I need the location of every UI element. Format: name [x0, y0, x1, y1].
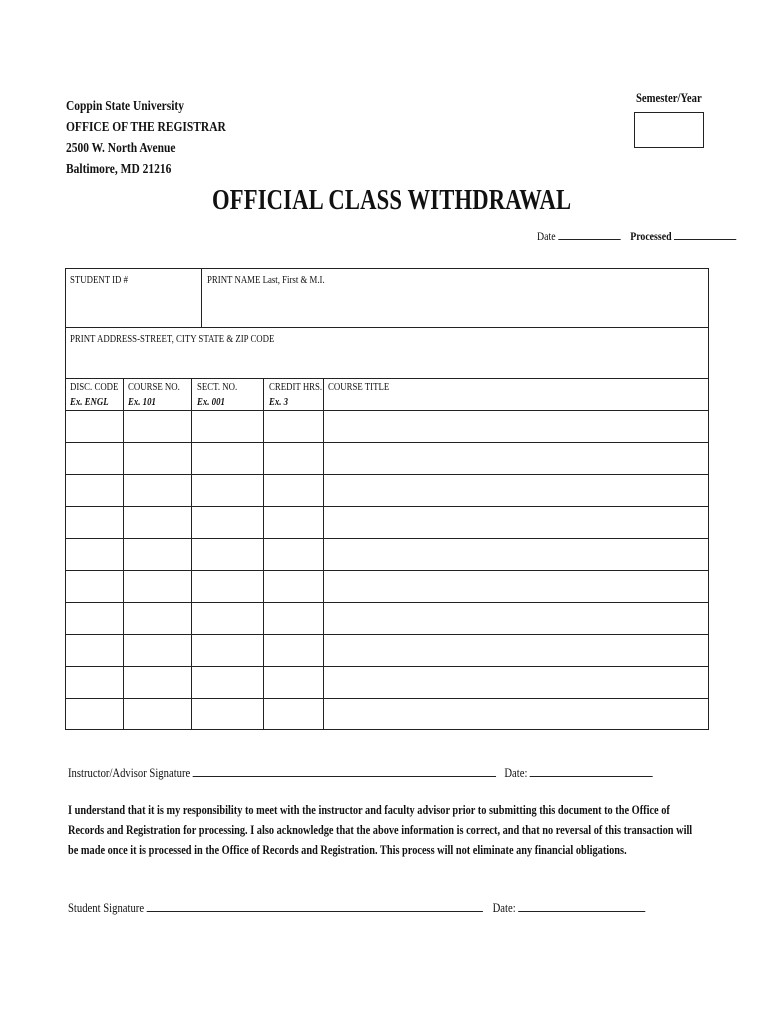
- course-no-cell[interactable]: [124, 507, 190, 537]
- disc-code-cell[interactable]: [67, 667, 122, 697]
- student-date-label: Date:: [492, 900, 516, 915]
- col-course-no-example: Ex. 101: [128, 396, 156, 408]
- course-title-cell[interactable]: [324, 699, 707, 729]
- col-credit-hrs-example: Ex. 3: [269, 396, 289, 408]
- course-title-cell[interactable]: [324, 667, 707, 697]
- street-address: 2500 W. North Avenue: [66, 141, 176, 156]
- course-title-cell[interactable]: [324, 635, 707, 665]
- university-address: [66, 96, 226, 180]
- instructor-signature-line: [68, 764, 653, 781]
- credit-hrs-cell[interactable]: [264, 635, 322, 665]
- course-no-cell[interactable]: [124, 411, 190, 441]
- disc-code-cell[interactable]: [67, 635, 122, 665]
- credit-hrs-cell[interactable]: [264, 507, 322, 537]
- disc-code-cell[interactable]: [67, 443, 122, 473]
- sect-no-cell[interactable]: [192, 539, 262, 569]
- date-processed-line: [537, 229, 736, 244]
- instructor-date-field[interactable]: [530, 764, 653, 777]
- semester-year-label: Semester/Year: [636, 90, 702, 105]
- city-state-zip: Baltimore, MD 21216: [66, 162, 172, 177]
- course-no-cell[interactable]: [124, 635, 190, 665]
- credit-hrs-cell[interactable]: [264, 603, 322, 633]
- sect-no-cell[interactable]: [192, 475, 262, 505]
- col-sect-no-example: Ex. 001: [197, 396, 225, 408]
- disc-code-cell[interactable]: [67, 699, 122, 729]
- processed-label: Processed: [630, 229, 672, 243]
- course-no-cell[interactable]: [124, 667, 190, 697]
- date-label: Date: [537, 229, 556, 243]
- disc-code-cell[interactable]: [67, 507, 122, 537]
- student-id-field[interactable]: [66, 269, 201, 327]
- student-signature-field[interactable]: [147, 899, 483, 912]
- course-no-cell[interactable]: [124, 443, 190, 473]
- disc-code-cell[interactable]: [67, 603, 122, 633]
- credit-hrs-cell[interactable]: [264, 411, 322, 441]
- university-name: Coppin State University: [66, 99, 185, 114]
- credit-hrs-cell[interactable]: [264, 443, 322, 473]
- credit-hrs-cell[interactable]: [264, 539, 322, 569]
- sect-no-cell[interactable]: [192, 635, 262, 665]
- course-no-cell[interactable]: [124, 475, 190, 505]
- date-field[interactable]: [558, 229, 620, 240]
- student-signature-label: Student Signature: [68, 900, 145, 915]
- col-credit-hrs-label: CREDIT HRS.: [269, 381, 323, 393]
- semester-year-field[interactable]: [634, 112, 704, 148]
- course-no-cell[interactable]: [124, 539, 190, 569]
- acknowledgement-statement: I understand that it is my responsibility to meet with the instructor and faculty advisor prior to submitting this document to the Office of Records and Registration for processing. I also acknowledge that the above information is correct, and that no reversal of this transaction will be made once it is processed in the Office of Records and Registration. This process will not eliminate any financial obligations.: [68, 802, 693, 857]
- disc-code-cell[interactable]: [67, 475, 122, 505]
- sect-no-cell[interactable]: [192, 443, 262, 473]
- withdrawal-form-table: [65, 268, 709, 730]
- instructor-date-label: Date:: [504, 765, 528, 780]
- col-course-no-label: COURSE NO.: [128, 381, 180, 393]
- instructor-signature-field[interactable]: [193, 764, 496, 777]
- course-title-cell[interactable]: [324, 443, 707, 473]
- sect-no-cell[interactable]: [192, 411, 262, 441]
- sect-no-cell[interactable]: [192, 667, 262, 697]
- credit-hrs-cell[interactable]: [264, 667, 322, 697]
- disc-code-cell[interactable]: [67, 571, 122, 601]
- print-name-field[interactable]: [202, 269, 708, 327]
- print-name-label: PRINT NAME Last, First & M.I.: [207, 274, 325, 286]
- sect-no-cell[interactable]: [192, 699, 262, 729]
- credit-hrs-cell[interactable]: [264, 571, 322, 601]
- sect-no-cell[interactable]: [192, 507, 262, 537]
- divider: [66, 378, 708, 379]
- sect-no-cell[interactable]: [192, 571, 262, 601]
- col-disc-code-example: Ex. ENGL: [70, 396, 109, 408]
- student-id-label: STUDENT ID #: [70, 274, 129, 286]
- form-title: OFFICIAL CLASS WITHDRAWAL: [212, 184, 572, 216]
- student-signature-line: [68, 899, 645, 916]
- col-disc-code-label: DISC. CODE: [70, 381, 119, 393]
- course-title-cell[interactable]: [324, 475, 707, 505]
- disc-code-cell[interactable]: [67, 539, 122, 569]
- course-title-cell[interactable]: [324, 411, 707, 441]
- student-date-field[interactable]: [518, 899, 645, 912]
- credit-hrs-cell[interactable]: [264, 475, 322, 505]
- col-sect-no-label: SECT. NO.: [197, 381, 238, 393]
- address-field[interactable]: [66, 328, 708, 378]
- course-title-cell[interactable]: [324, 571, 707, 601]
- sect-no-cell[interactable]: [192, 603, 262, 633]
- disc-code-cell[interactable]: [67, 411, 122, 441]
- course-no-cell[interactable]: [124, 603, 190, 633]
- course-title-cell[interactable]: [324, 603, 707, 633]
- col-course-title-label: COURSE TITLE: [328, 381, 390, 393]
- instructor-signature-label: Instructor/Advisor Signature: [68, 765, 191, 780]
- processed-field[interactable]: [674, 229, 736, 240]
- office-name: OFFICE OF THE REGISTRAR: [66, 120, 226, 135]
- address-label: PRINT ADDRESS-STREET, CITY STATE & ZIP CODE: [70, 333, 275, 345]
- course-title-cell[interactable]: [324, 539, 707, 569]
- course-no-cell[interactable]: [124, 571, 190, 601]
- credit-hrs-cell[interactable]: [264, 699, 322, 729]
- course-no-cell[interactable]: [124, 699, 190, 729]
- course-title-cell[interactable]: [324, 507, 707, 537]
